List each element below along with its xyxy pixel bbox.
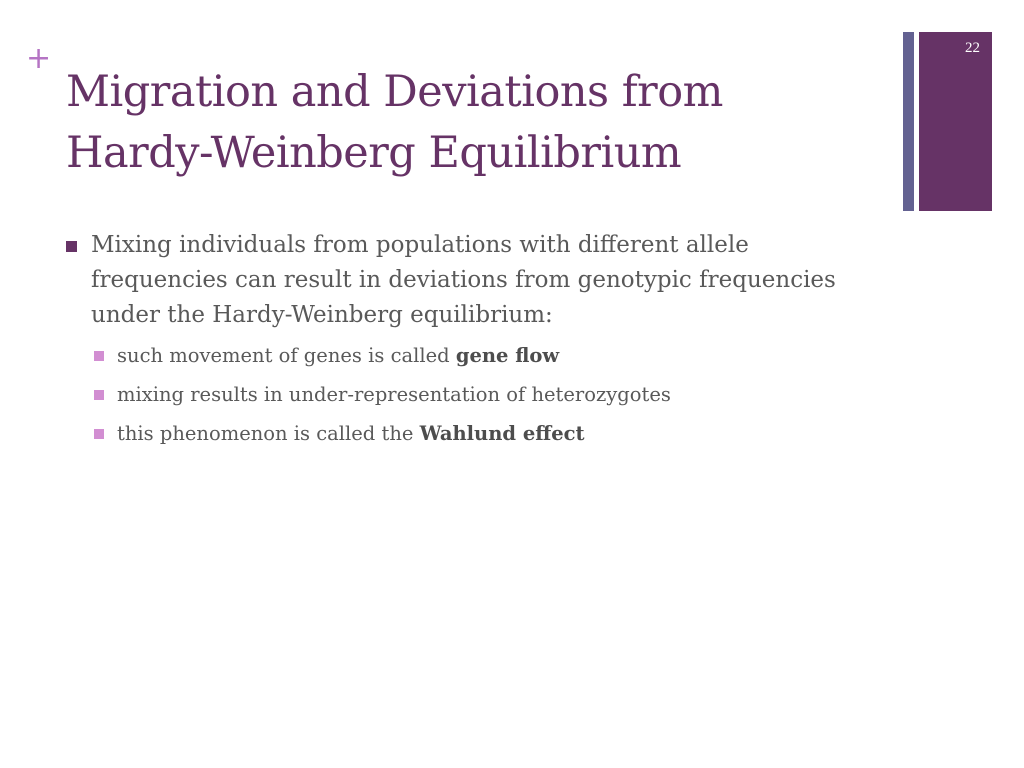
sub-bullet-text: this phenomenon is called the xyxy=(117,422,420,445)
sub-bullet-bold-term: gene flow xyxy=(455,344,560,367)
page-number: 22 xyxy=(965,40,980,56)
square-bullet-icon xyxy=(94,429,104,439)
square-bullet-icon xyxy=(66,241,77,252)
sub-bullet-text: mixing results in under-representation of heterozygotes xyxy=(117,383,671,406)
bullet-level1-text: Mixing individuals from populations with different allele frequencies can result in deviations from genotypic frequencies under the Hardy-Weinberg equilibrium: xyxy=(91,232,836,328)
square-bullet-icon xyxy=(94,390,104,400)
accent-bar-thin xyxy=(903,32,914,211)
sub-bullet-heterozygotes xyxy=(66,382,866,408)
sub-bullet-gene-flow xyxy=(66,343,866,369)
sub-bullet-text: such movement of genes is called xyxy=(117,344,456,367)
sub-bullet-list xyxy=(66,343,866,447)
sub-bullet-bold-term: Wahlund effect xyxy=(419,422,585,445)
title-line-1: Migration and Deviations from xyxy=(66,67,723,117)
plus-icon: + xyxy=(26,41,52,76)
square-bullet-icon xyxy=(94,351,104,361)
slide-content xyxy=(66,228,866,460)
slide-title xyxy=(66,62,886,184)
bullet-level1 xyxy=(66,228,866,333)
title-line-2: Hardy-Weinberg Equilibrium xyxy=(66,128,682,178)
sub-bullet-wahlund xyxy=(66,421,866,447)
accent-bar-page-number xyxy=(919,32,992,211)
